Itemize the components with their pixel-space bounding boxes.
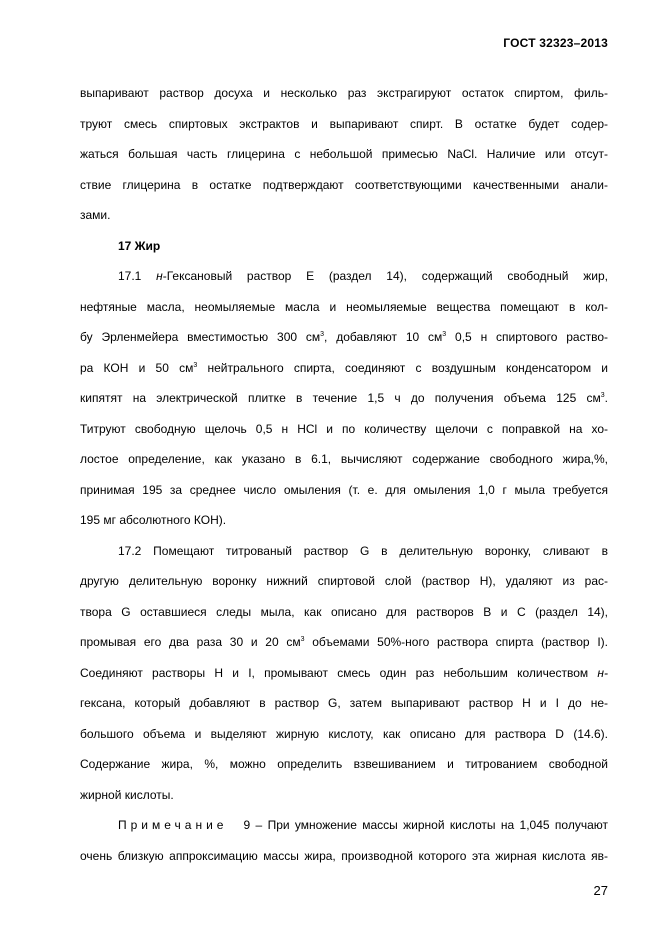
paragraph-17-1-line: 195 мг абсолютного КОН). xyxy=(80,513,227,527)
text-line: жаться большая часть глицерина с небольшой примесью NaCl. Наличие или отсут- xyxy=(80,147,608,161)
text-line: ствие глицерина в остатке подтверждают соответствующими качественными анали- xyxy=(80,177,608,192)
text-line: труют смесь спиртовых экстрактов и выпаривают спирт. В остатке будет содер- xyxy=(80,116,608,131)
paragraph-17-2-line: гексана, который добавляют в раствор G, затем выпаривают раствор Н и I до не- xyxy=(80,696,608,710)
page-number: 27 xyxy=(593,883,608,898)
note-line: очень близкую аппроксимацию массы жира, производной которого эта жирная кислота яв- xyxy=(80,848,608,863)
paragraph-17-2-line: другую делительную воронку нижний спиртовой слой (раствор H), удаляют из рас- xyxy=(80,574,608,588)
paragraph-17-1-line: бу Эрленмейера вместимостью 300 $см^3$, добавляют 10 $см^3$ 0,5 н спиртового раство- xyxy=(80,330,608,344)
paragraph-17-2-line: 17.2 Помещают титрованый раствор G в делительную воронку, сливают в xyxy=(118,543,608,558)
section-heading: 17 Жир xyxy=(118,238,161,253)
paragraph-17-2-line: твора G оставшиеся следы мыла, как описано для растворов В и С (раздел 14), xyxy=(80,604,608,619)
paragraph-17-1-line: нефтяные масла, неомыляемые масла и неомыляемые вещества помещают в кол- xyxy=(80,299,608,314)
paragraph-17-1-line: ра КОН и 50 $см^3$ нейтрального спирта, соединяют с воздушным конденсатором и xyxy=(80,360,609,375)
paragraph-17-1-line: лостое определение, как указано в 6.1, вычисляют содержание свободного жира,%, xyxy=(80,452,608,466)
italic-n: н- xyxy=(597,665,608,680)
paragraph-17-2-line: Соединяют растворы Н и I, промывают смесь один раз небольшим количеством н- xyxy=(80,665,608,680)
text-line: выпаривают раствор досуха и несколько раз экстрагируют остаток спиртом, филь- xyxy=(80,86,608,100)
note-line: Примечание 9 – При умножение массы жирной кислоты на 1,045 получают xyxy=(118,818,608,832)
paragraph-17-2-line: жирной кислоты. xyxy=(80,787,174,802)
paragraph-17-2-line: промывая его два раза 30 и 20 $см^3$ объемами 50%-ного раствора спирта (раствор I). xyxy=(80,635,608,649)
paragraph-17-1-line: кипятят на электрической плитке в течение 1,5 ч до получения объема 125 $см^3$. xyxy=(80,391,608,405)
page-content xyxy=(80,78,608,871)
paragraph-17-1-line: Титруют свободную щелочь 0,5 н HCl и по количеству щелочи с поправкой на хо- xyxy=(80,421,608,436)
paragraph-17-1-line: 17.1 н-Гексановый раствор Е (раздел 14), содержащий свободный жир, xyxy=(118,269,608,283)
standard-header: ГОСТ 32323–2013 xyxy=(503,36,608,50)
note-number: 9 xyxy=(243,818,251,832)
paragraph-17-1-line: принимая 195 за среднее число омыления (т. е. для омыления 1,0 г мыла требуется xyxy=(80,482,608,497)
text-line: зами. xyxy=(80,208,111,222)
paragraph-17-2-line: большого объема и выделяют жирную кислоту, как описано для раствора D (14.6). xyxy=(80,726,608,741)
italic-n: н xyxy=(156,269,163,283)
paragraph-17-2-line: Содержание жира, %, можно определить взвешиванием и титрованием свободной xyxy=(80,757,608,771)
note-label: Примечание xyxy=(118,818,228,832)
